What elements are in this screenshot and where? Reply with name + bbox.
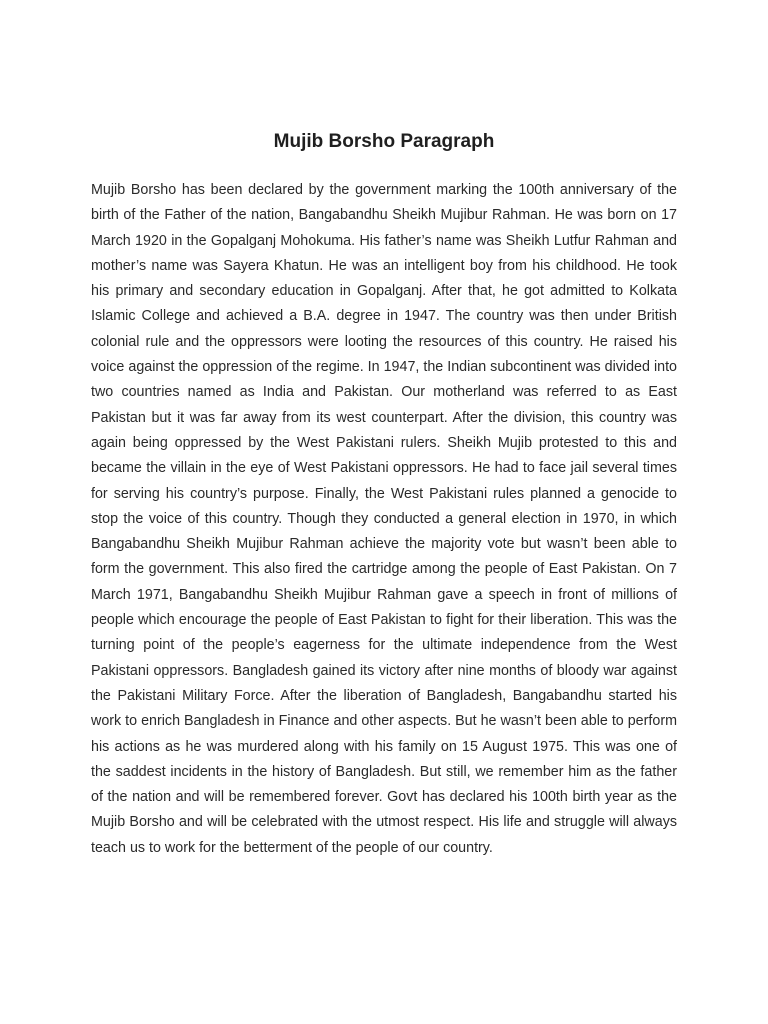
document-paragraph: Mujib Borsho has been declared by the government marking the 100th anniversary of the birth of the Father of the nation, Bangabandhu Sheikh Mujibur Rahman. He was born on 17 March 1920 in the Gopalganj Mohokuma. His father’s name was Sheikh Lutfur Rahman and mother’s name was Sayera Khatun. He was an intelligent boy from his childhood. He took his primary and secondary education in Gopalganj. After that, he got admitted to Kolkata Islamic College and achieved a B.A. degree in 1947. The country was then under British colonial rule and the oppressors were looting the resources of this country. He raised his voice against the oppression of the regime. In 1947, the Indian subcontinent was divided into two countries named as India and Pakistan. Our motherland was referred to as East Pakistan but it was far away from its west counterpart. After the division, this country was again being oppressed by the West Pakistani rulers. Sheikh Mujib protested to this and became the villain in the eye of West Pakistani oppressors. He had to face jail several times for serving his country’s purpose. Finally, the West Pakistani rules planned a genocide to stop the voice of this country. Though they conducted a general election in 1970, in which Bangabandhu Sheikh Mujibur Rahman achieve the majority vote but wasn’t been able to form the government. This also fired the cartridge among the people of East Pakistan. On 7 March 1971, Bangabandhu Sheikh Mujibur Rahman gave a speech in front of millions of people which encourage the people of East Pakistan to fight for their liberation. This was the turning point of the people’s eagerness for the ultimate independence from the West Pakistani oppressors. Bangladesh gained its victory after nine months of bloody war against the Pakistani Military Force. After the liberation of Bangladesh, Bangabandhu started his work to enrich Bangladesh in Finance and other aspects. But he wasn’t been able to perform his actions as he was murdered along with his family on 15 August 1975. This was one of the saddest incidents in the history of Bangladesh. But still, we remember him as the father of the nation and will be remembered forever. Govt has declared his 100th birth year as the Mujib Borsho and will be celebrated with the utmost respect. His life and struggle will always teach us to work for the betterment of the people of our country.	[91, 182, 677, 856]
document-title: Mujib Borsho Paragraph	[273, 131, 495, 152]
